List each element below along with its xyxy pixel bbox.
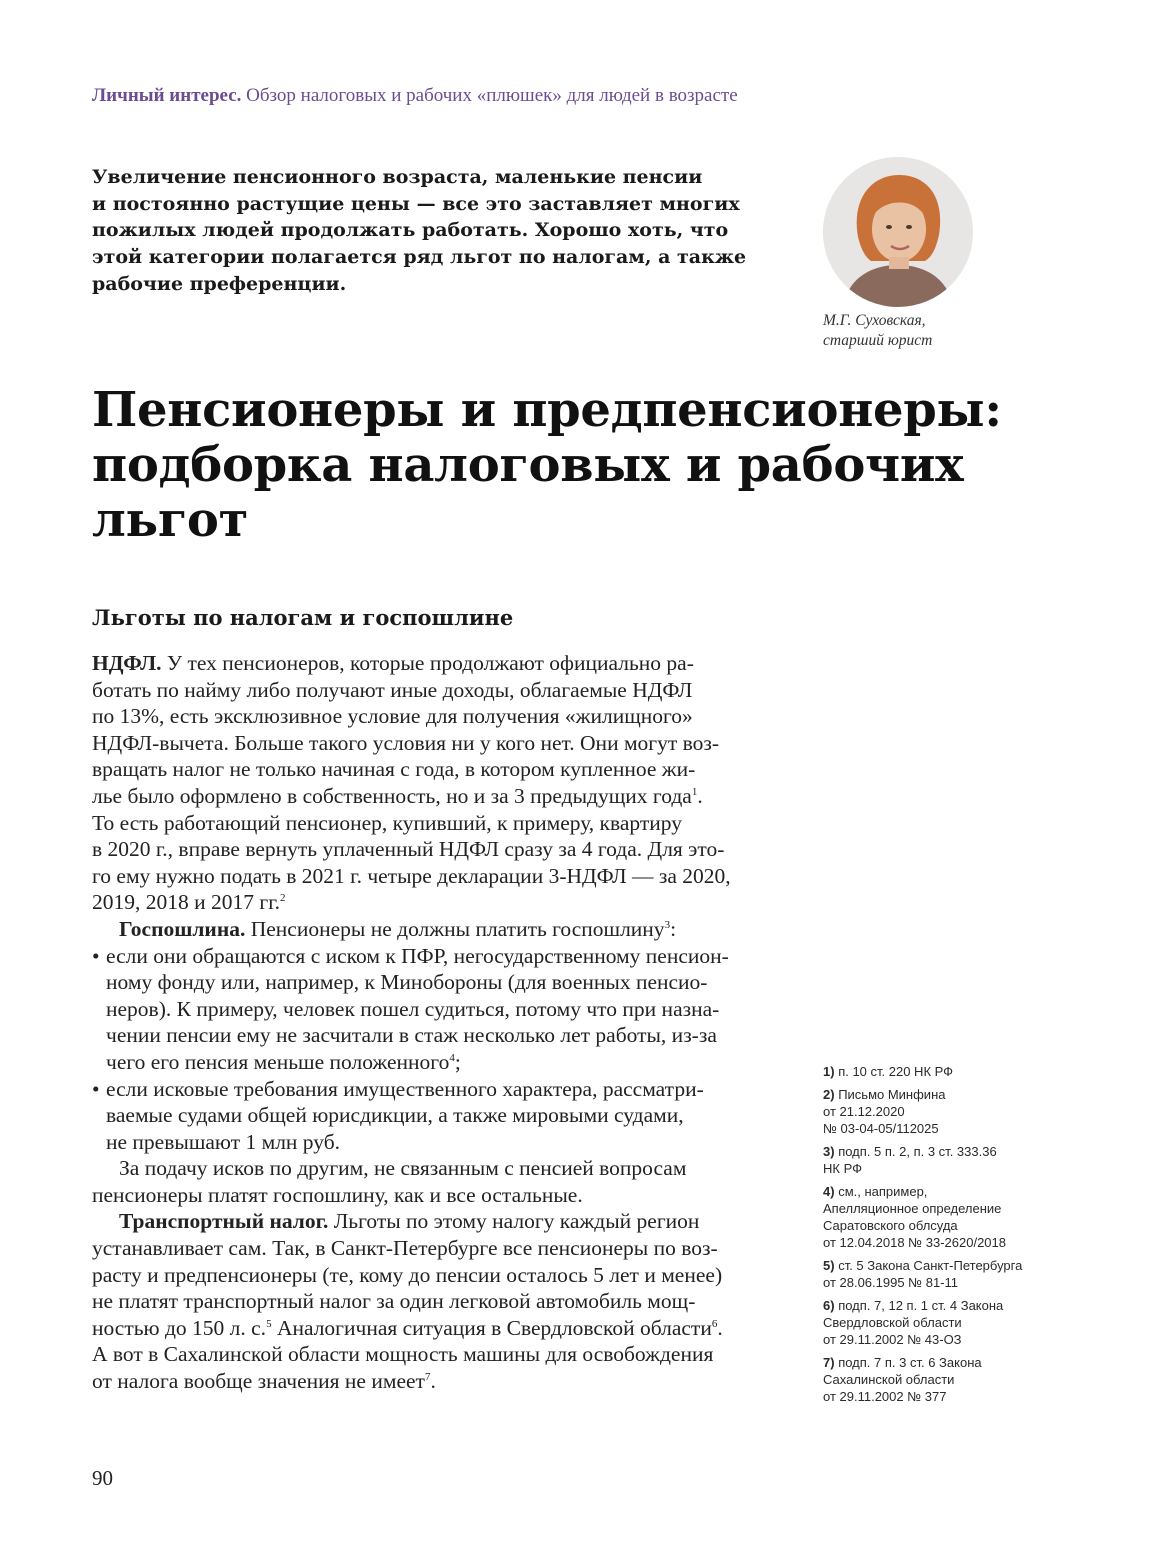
body-line xyxy=(92,1049,782,1076)
footnote xyxy=(823,1257,1083,1291)
body-text: У тех пенсионеров, которые продолжают официально ра- xyxy=(161,651,694,675)
lead-line: пожилых людей продолжать работать. Хорошо хоть, что xyxy=(92,219,729,242)
body-line: ному фонду или, например, к Минобороны (для военных пенсио- xyxy=(106,970,708,995)
body-text: чего его пенсия меньше положенного xyxy=(106,1049,450,1074)
body-text: . xyxy=(717,1315,723,1340)
lead-line: и постоянно растущие цены — все это заставляет многих xyxy=(92,192,740,215)
footnote-text: п. 10 ст. 220 НК РФ xyxy=(838,1064,954,1079)
body-line xyxy=(92,916,782,943)
rubric-subtitle: Обзор налоговых и рабочих «плюшек» для людей в возрасте xyxy=(246,85,738,106)
footnote-text: ст. 5 Закона Санкт-Петербурга xyxy=(838,1258,1023,1273)
article-title xyxy=(92,383,1092,548)
title-line: подборка налоговых и рабочих xyxy=(92,437,964,493)
footnote-text: № 03-04-05/112025 xyxy=(823,1121,939,1136)
body-text: . xyxy=(430,1369,436,1394)
footnote xyxy=(823,1063,1083,1080)
bullet-icon: • xyxy=(92,943,100,968)
footnote-number: 3) xyxy=(823,1144,835,1159)
footnote xyxy=(823,1143,1083,1177)
body-line: не платят транспортный налог за один легковой автомобиль мощ- xyxy=(92,1289,696,1314)
body-line xyxy=(92,1208,782,1235)
rubric-label: Личный интерес. xyxy=(92,85,242,106)
author-name: М.Г. Суховская, xyxy=(823,312,926,329)
footnote-ref[interactable]: 3 xyxy=(664,918,671,931)
author-role: старший юрист xyxy=(823,331,933,349)
body-text: Льготы по этому налогу каждый регион xyxy=(328,1209,700,1234)
body-line xyxy=(92,783,782,810)
body-text: от налога вообще значения не имеет xyxy=(92,1369,425,1394)
footnote-text: от 21.12.2020 xyxy=(823,1104,905,1119)
title-line: льгот xyxy=(92,492,249,548)
title-line: Пенсионеры и предпенсионеры: xyxy=(92,382,1002,438)
body-text: ; xyxy=(454,1049,461,1074)
footnote xyxy=(823,1354,1083,1405)
article-body xyxy=(92,650,782,1395)
body-line: ботать по найму либо получают иные доходы, облагаемые НДФЛ xyxy=(92,677,693,702)
footnote-text: от 29.11.2002 № 43-ОЗ xyxy=(823,1332,962,1347)
body-line: устанавливает сам. Так, в Санкт-Петербурге все пенсионеры по воз- xyxy=(92,1236,718,1261)
body-line: го ему нужно подать в 2021 г. четыре декларации 3-НДФЛ — за 2020, xyxy=(92,863,731,888)
lead-line: Увеличение пенсионного возраста, маленькие пенсии xyxy=(92,166,703,188)
footnote-ref[interactable]: 2 xyxy=(279,892,286,905)
body-text: если они обращаются с иском к ПФР, негосударственному пенсион- xyxy=(106,943,729,968)
page-number: 90 xyxy=(92,1466,113,1490)
body-text: если исковые требования имущественного характера, рассматри- xyxy=(106,1076,704,1101)
body-text: Аналогичная ситуация в Свердловской области xyxy=(271,1315,712,1340)
footnote-text: НК РФ xyxy=(823,1161,862,1176)
body-line: То есть работающий пенсионер, купивший, к примеру, квартиру xyxy=(92,810,683,835)
body-text: . xyxy=(697,783,703,808)
transport-label: Транспортный налог. xyxy=(119,1209,329,1234)
body-text: : xyxy=(670,916,677,941)
footnote xyxy=(823,1183,1083,1251)
footnote-ref[interactable]: 5 xyxy=(266,1317,272,1330)
footnote-number: 4) xyxy=(823,1184,835,1199)
footnote-text: Саратовского облсуда xyxy=(823,1218,958,1233)
footnote-ref[interactable]: 4 xyxy=(449,1051,455,1064)
body-line: неров). К примеру, человек пошел судиться, потому что при назна- xyxy=(106,996,720,1021)
footnote xyxy=(823,1086,1083,1137)
body-line: За подачу исков по другим, не связанным с пенсией вопросам xyxy=(119,1156,687,1181)
portrait-illustration xyxy=(823,157,973,307)
body-line xyxy=(92,889,782,916)
footnote-text: Письмо Минфина xyxy=(838,1087,946,1102)
body-line xyxy=(92,1368,782,1395)
author-caption xyxy=(823,311,1023,350)
footnote-ref[interactable]: 7 xyxy=(424,1371,431,1384)
author-portrait xyxy=(823,157,973,307)
lead-line: этой категории полагается ряд льгот по налогам, а также xyxy=(92,246,747,269)
body-line: чении пенсии ему не засчитали в стаж несколько лет работы, из-за xyxy=(106,1023,717,1048)
body-line: А вот в Сахалинской области мощность машины для освобождения xyxy=(92,1342,714,1367)
bullet-item xyxy=(92,1076,782,1103)
body-text: лье было оформлено в собственность, но и за 3 предыдущих года xyxy=(92,783,692,808)
footnote-number: 6) xyxy=(823,1298,835,1313)
footnote-number: 5) xyxy=(823,1258,835,1273)
body-line: ваемые судами общей юрисдикции, а также мировыми судами, xyxy=(106,1103,684,1128)
body-text: 2019, 2018 и 2017 гг. xyxy=(92,890,280,915)
section-heading: Льготы по налогам и госпошлине xyxy=(92,605,514,630)
footnote-number: 2) xyxy=(823,1087,835,1102)
footnote-text: Апелляционное определение xyxy=(823,1201,1002,1216)
body-text: ностью до 150 л. с. xyxy=(92,1315,267,1340)
body-line xyxy=(92,650,782,677)
footnote-ref[interactable]: 6 xyxy=(711,1317,718,1330)
footnote-text: Сахалинской области xyxy=(823,1372,955,1387)
footnote-text: подп. 7, 12 п. 1 ст. 4 Закона xyxy=(838,1298,1004,1313)
footnote-text: от 29.11.2002 № 377 xyxy=(823,1389,947,1404)
lead-paragraph xyxy=(92,164,792,298)
body-text: Пенсионеры не должны платить госпошлину xyxy=(245,916,665,941)
body-line: НДФЛ-вычета. Больше такого условия ни у кого нет. Они могут воз- xyxy=(92,730,720,755)
body-line: расту и предпенсионеры (те, кому до пенсии осталось 5 лет и менее) xyxy=(92,1262,723,1287)
footnote-text: от 12.04.2018 № 33-2620/2018 xyxy=(823,1235,1006,1250)
body-line: вращать налог не только начиная с года, в котором купленное жи- xyxy=(92,757,696,782)
body-line: не превышают 1 млн руб. xyxy=(106,1129,341,1154)
footnote-number: 7) xyxy=(823,1355,835,1370)
bullet-item xyxy=(92,943,782,970)
body-line: пенсионеры платят госпошлину, как и все остальные. xyxy=(92,1182,583,1207)
ndfl-label: НДФЛ. xyxy=(92,651,162,675)
running-header xyxy=(92,84,1092,108)
footnote-text: подп. 7 п. 3 ст. 6 Закона xyxy=(838,1355,982,1370)
body-line: по 13%, есть эксклюзивное условие для получения «жилищного» xyxy=(92,704,693,729)
fee-label: Госпошлина. xyxy=(119,916,246,941)
footnote-text: Свердловской области xyxy=(823,1315,962,1330)
footnotes-column xyxy=(823,1063,1083,1411)
footnote-text: от 28.06.1995 № 81-11 xyxy=(823,1275,959,1290)
body-line: в 2020 г., вправе вернуть уплаченный НДФЛ сразу за 4 года. Для это- xyxy=(92,837,725,862)
footnote-text: см., например, xyxy=(838,1184,928,1199)
lead-line: рабочие преференции. xyxy=(92,272,347,295)
footnote-number: 1) xyxy=(823,1064,835,1079)
footnote-text: подп. 5 п. 2, п. 3 ст. 333.36 xyxy=(838,1144,997,1159)
footnote xyxy=(823,1297,1083,1348)
footnote-ref[interactable]: 1 xyxy=(691,785,698,798)
bullet-icon: • xyxy=(92,1076,100,1101)
body-line xyxy=(92,1315,782,1342)
